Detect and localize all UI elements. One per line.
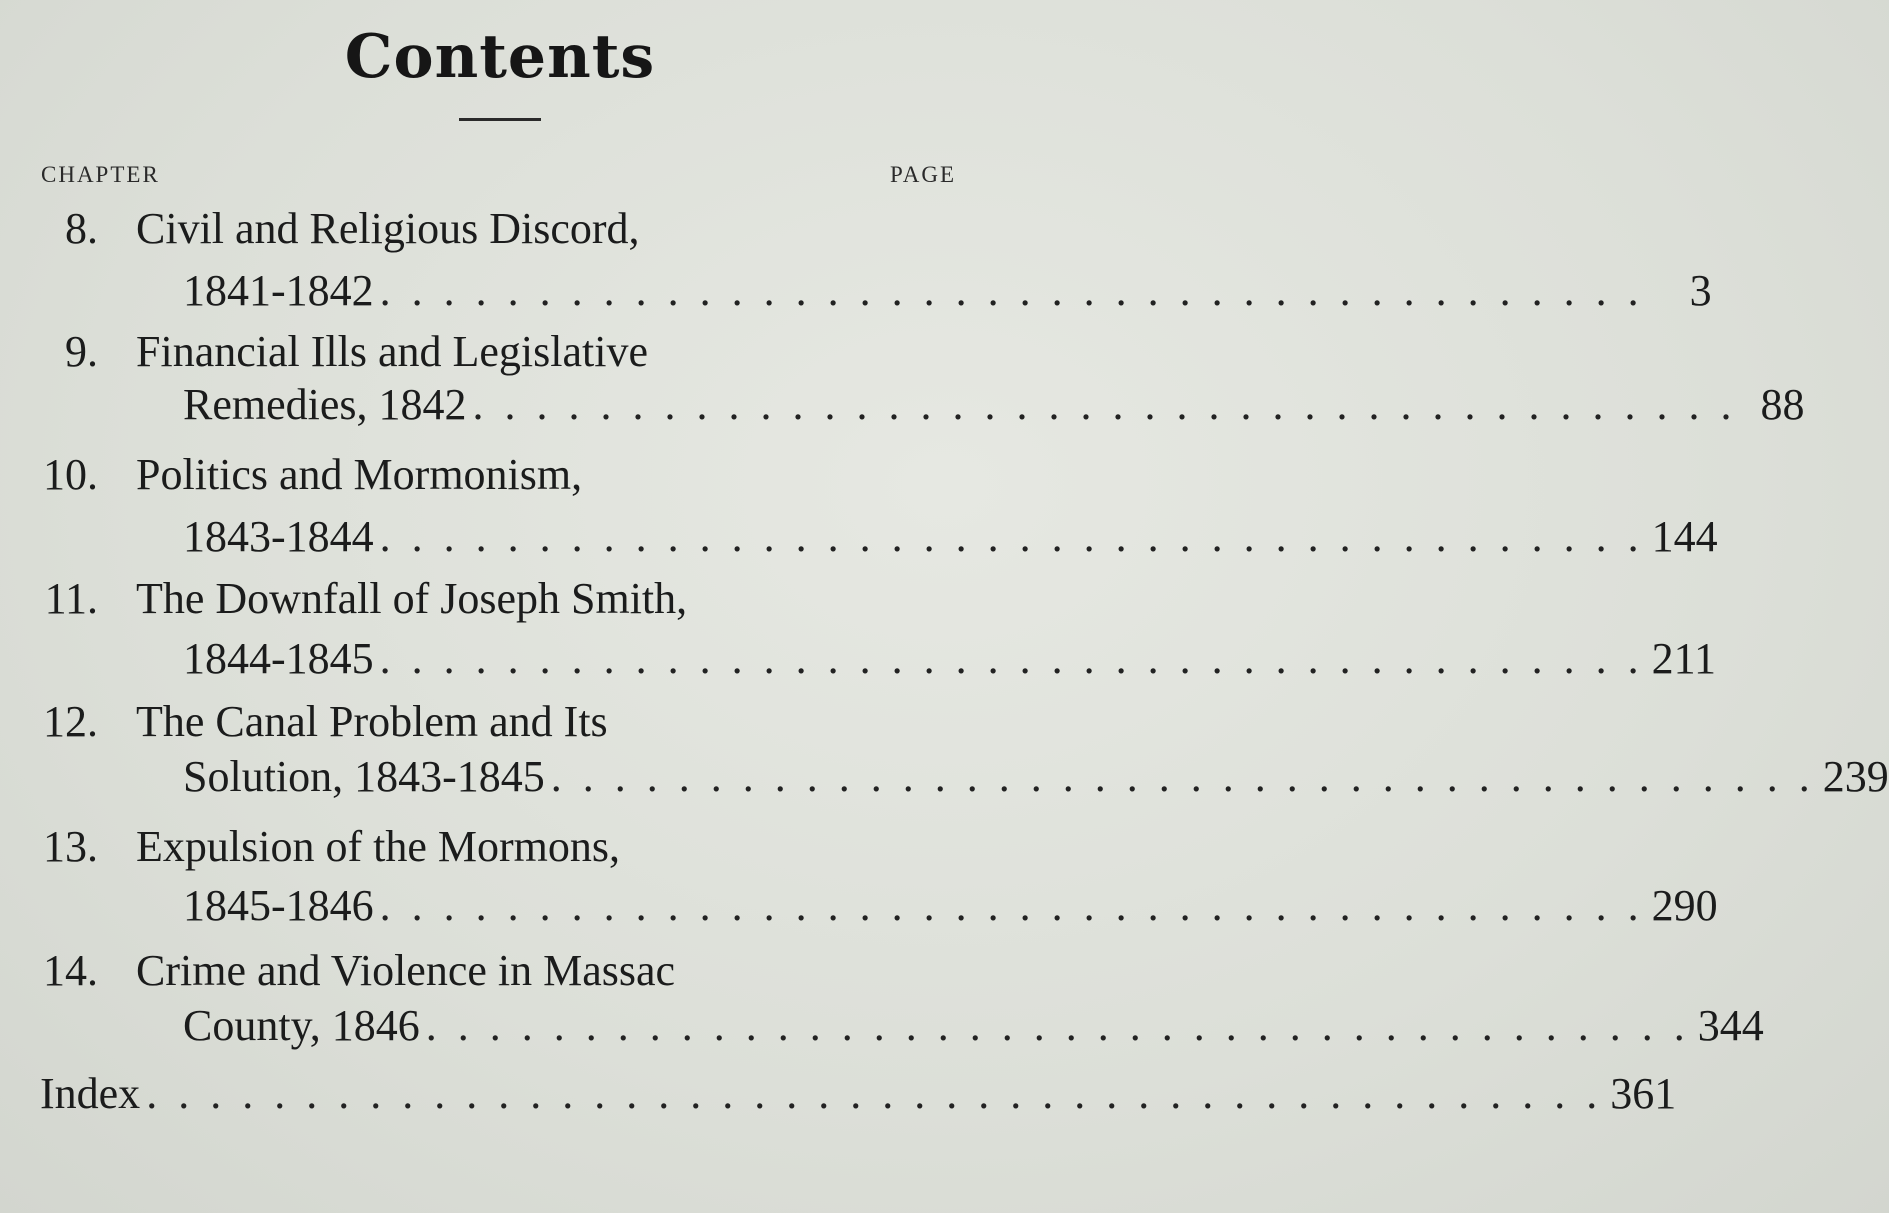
- chapter-title-line2: 1845-1846: [183, 881, 374, 930]
- dot-leader: . . . . . . . . . . . . . . . . . . . . . . . . . . . . . . . . . . . . . . . .: [379, 881, 1644, 930]
- page-number: 239: [1822, 752, 1889, 801]
- chapter-title-line2-row: [183, 512, 1718, 561]
- chapter-title-line2-row: [183, 634, 1717, 683]
- chapter-number: 8.: [65, 204, 98, 253]
- page-number: 361: [1610, 1069, 1677, 1118]
- chapter-title-line2: Solution, 1843-1845: [183, 752, 545, 801]
- page-title: Contents: [344, 22, 656, 92]
- chapter-title-line2: 1843-1844: [183, 512, 374, 561]
- chapter-column-header: CHAPTER: [41, 162, 160, 187]
- title-rule: [459, 118, 541, 121]
- page-number: 211: [1651, 634, 1717, 683]
- chapter-number: 9.: [65, 327, 98, 376]
- page-number: 144: [1651, 512, 1718, 561]
- page-column-header: PAGE: [890, 162, 956, 187]
- page-number: 344: [1697, 1001, 1764, 1050]
- page-number: 3: [1689, 266, 1712, 315]
- chapter-title-line1: Financial Ills and Legislative: [136, 327, 648, 376]
- chapter-title-line2: Remedies, 1842: [183, 380, 467, 429]
- chapter-title-line2-row: [183, 1001, 1764, 1050]
- chapter-number: 14.: [43, 946, 98, 995]
- dot-leader: . . . . . . . . . . . . . . . . . . . . . . . . . . . . . . . . . . . . . . . .: [550, 752, 1815, 801]
- index-label: Index: [40, 1069, 141, 1118]
- chapter-title-line2: County, 1846: [183, 1001, 420, 1050]
- index-entry: [40, 1069, 1677, 1118]
- page-number: 290: [1651, 881, 1718, 930]
- chapter-number: 11.: [44, 574, 98, 623]
- chapter-number: 12.: [43, 697, 98, 746]
- chapter-title-line2-row: [183, 266, 1712, 315]
- chapter-title-line1: Expulsion of the Mormons,: [136, 822, 620, 871]
- chapter-number: 13.: [43, 822, 98, 871]
- page-number: 88: [1760, 380, 1805, 429]
- chapter-title-line2-row: [183, 380, 1805, 429]
- dot-leader: . . . . . . . . . . . . . . . . . . . . . . . . . . . . . . . . . . . . . . . .: [379, 266, 1644, 315]
- chapter-title-line1: Politics and Mormonism,: [136, 450, 583, 499]
- dot-leader: . . . . . . . . . . . . . . . . . . . . . . . . . . . . . . . . . . . . . . . .: [379, 512, 1644, 561]
- chapter-title-line1: The Canal Problem and Its: [136, 697, 608, 746]
- dot-leader: . . . . . . . . . . . . . . . . . . . . . . . . . . . . . . . . . . . . . . . .: [379, 634, 1644, 683]
- chapter-title-line2: 1841-1842: [183, 266, 374, 315]
- chapter-title-line2-row: [183, 752, 1889, 801]
- chapter-title-line1: Civil and Religious Discord,: [136, 204, 640, 253]
- chapter-title-line1: The Downfall of Joseph Smith,: [136, 574, 688, 623]
- chapter-title-line2: 1844-1845: [183, 634, 374, 683]
- dot-leader: . . . . . . . . . . . . . . . . . . . . . . . . . . . . . . . . . . . . . . . . . . . . . .: [146, 1069, 1603, 1118]
- chapter-number: 10.: [43, 450, 98, 499]
- dot-leader: . . . . . . . . . . . . . . . . . . . . . . . . . . . . . . . . . . . . . . . .: [472, 380, 1737, 429]
- dot-leader: . . . . . . . . . . . . . . . . . . . . . . . . . . . . . . . . . . . . . . . .: [425, 1001, 1690, 1050]
- chapter-title-line1: Crime and Violence in Massac: [136, 946, 676, 995]
- chapter-title-line2-row: [183, 881, 1718, 930]
